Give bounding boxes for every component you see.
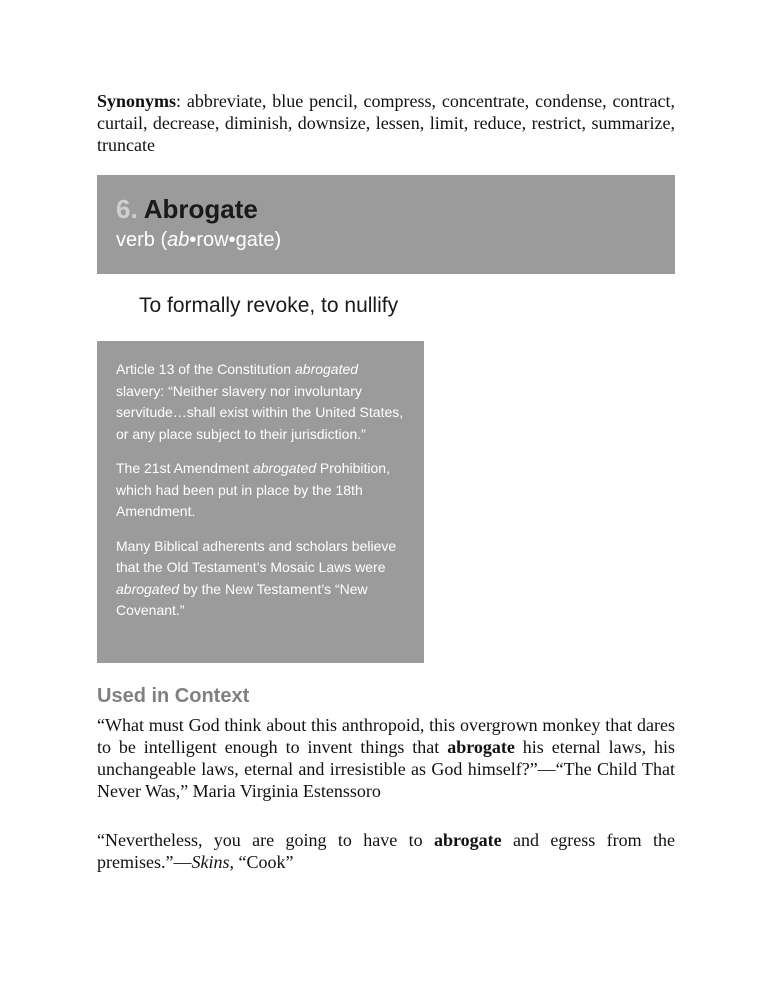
pronunciation-rest: •row•gate)	[189, 229, 282, 251]
entry-number: 6.	[116, 194, 138, 224]
synonyms-paragraph	[97, 90, 675, 156]
part-of-speech: verb (	[116, 229, 168, 251]
word-title	[116, 193, 675, 225]
example-text: Article 13 of the Constitution	[116, 361, 295, 377]
example-sentence	[116, 458, 406, 523]
synonyms-label: Synonyms	[97, 91, 177, 111]
quote-text: his eternal laws, his unchangeable laws, eternal and irresistible as God himself?”—“The Child That Never Was,” Maria Virginia Estenssoro	[97, 737, 675, 801]
definition: To formally revoke, to nullify	[139, 294, 399, 317]
context-quote	[97, 714, 675, 802]
used-in-context-heading: Used in Context	[97, 685, 250, 707]
example-text: Prohibition, which had been put in place by the 18th Amendment.	[116, 460, 390, 519]
quote-source: , “Cook”	[229, 852, 294, 872]
context-quote	[97, 829, 675, 873]
example-sentence	[116, 359, 406, 445]
quote-text: “Nevertheless, you are going to have to	[97, 830, 434, 850]
example-text: Many Biblical adherents and scholars believe that the Old Testament’s Mosaic Laws were	[116, 537, 397, 575]
example-emphasis: abrogated	[252, 460, 317, 476]
synonyms-list: : abbreviate, blue pencil, compress, concentrate, condense, contract, curtail, decrease, diminish, downsize, lessen, limit, reduce, restrict, summarize, truncate	[97, 91, 675, 155]
example-emphasis: abrogated	[116, 580, 180, 597]
example-text: by the New Testament’s “New Covenant.”	[116, 580, 368, 618]
quote-keyword: abrogate	[433, 830, 502, 850]
quote-source-title: Skins	[191, 852, 230, 872]
example-sentence	[116, 536, 406, 622]
pronunciation-stress: ab	[167, 229, 190, 251]
quote-text: and egress from the premises.”—	[97, 830, 676, 872]
entry-word: Abrogate	[143, 194, 258, 224]
example-text: The 21st Amendment	[116, 460, 253, 476]
example-text: slavery: “Neither slavery nor involuntary servitude…shall exist within the United States, or any place subject to their jurisdiction.”	[116, 382, 404, 442]
example-emphasis: abrogated	[295, 361, 359, 377]
examples-box	[97, 341, 424, 663]
pronunciation	[116, 227, 675, 253]
word-header-box	[97, 175, 675, 274]
quote-keyword: abrogate	[447, 737, 515, 757]
quote-text: “What must God think about this anthropoid, this overgrown monkey that dares to be intelligent enough to invent things that	[97, 715, 675, 757]
